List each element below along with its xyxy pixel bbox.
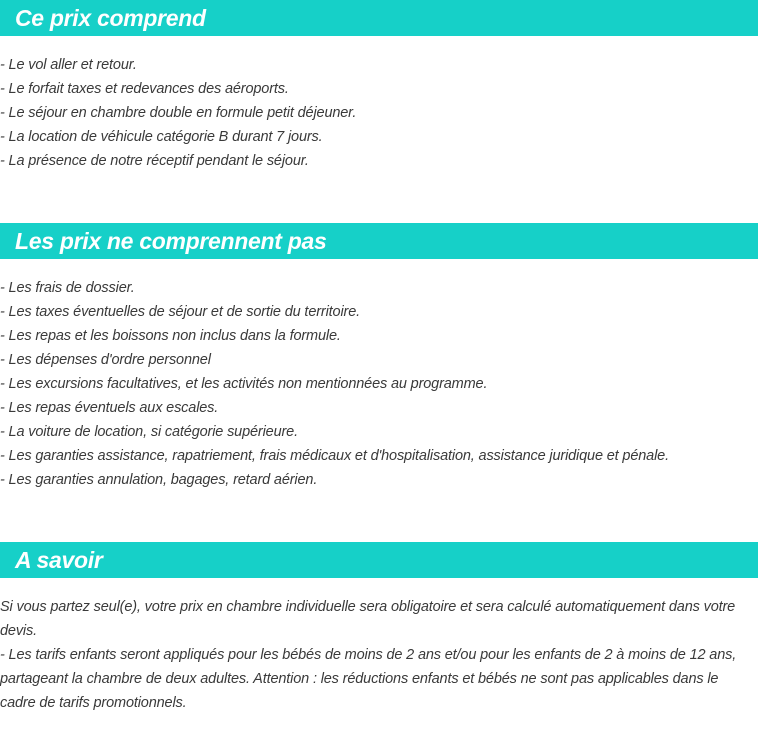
list-item: - Le forfait taxes et redevances des aéroports.: [0, 81, 289, 97]
list-item: - Les repas et les boissons non inclus dans la formule.: [0, 328, 341, 344]
list-item: - La présence de notre réceptif pendant le séjour.: [0, 153, 309, 169]
info-paragraph-single-supplement: Si vous partez seul(e), votre prix en chambre individuelle sera obligatoire et sera calculé automatiquement dans votre devis.: [0, 599, 736, 639]
list-item: - Le séjour en chambre double en formule petit déjeuner.: [0, 105, 357, 121]
section-header-included: [0, 0, 758, 36]
list-item: - Les frais de dossier.: [0, 280, 135, 296]
list-item: - La location de véhicule catégorie B durant 7 jours.: [0, 129, 323, 145]
list-item: - Les garanties annulation, bagages, retard aérien.: [0, 472, 318, 488]
section-header-not-included: [0, 223, 758, 259]
section-title-good-to-know: A savoir: [15, 547, 103, 573]
list-item: - Les dépenses d'ordre personnel: [0, 352, 211, 368]
list-item: - Les repas éventuels aux escales.: [0, 400, 219, 416]
list-item: - Le vol aller et retour.: [0, 57, 137, 73]
section-title-included: Ce prix comprend: [15, 5, 206, 31]
list-item: - Les excursions facultatives, et les activités non mentionnées au programme.: [0, 376, 488, 392]
list-item: - Les taxes éventuelles de séjour et de sortie du territoire.: [0, 304, 360, 320]
not-included-list: [0, 276, 758, 492]
section-header-good-to-know: [0, 542, 758, 578]
included-list: [0, 53, 758, 173]
section-title-not-included: Les prix ne comprennent pas: [15, 228, 327, 254]
info-paragraph-child-rates: - Les tarifs enfants seront appliqués pour les bébés de moins de 2 ans et/ou pour les enfants de 2 à moins de 12 ans, partageant la chambre de deux adultes. Attention : les réductions enfants et bébés ne sont pas applicables dans le cadre de tarifs promotionnels.: [0, 647, 737, 711]
list-item: - La voiture de location, si catégorie supérieure.: [0, 424, 298, 440]
list-item: - Les garanties assistance, rapatriement, frais médicaux et d'hospitalisation, assistance juridique et pénale.: [0, 448, 669, 464]
